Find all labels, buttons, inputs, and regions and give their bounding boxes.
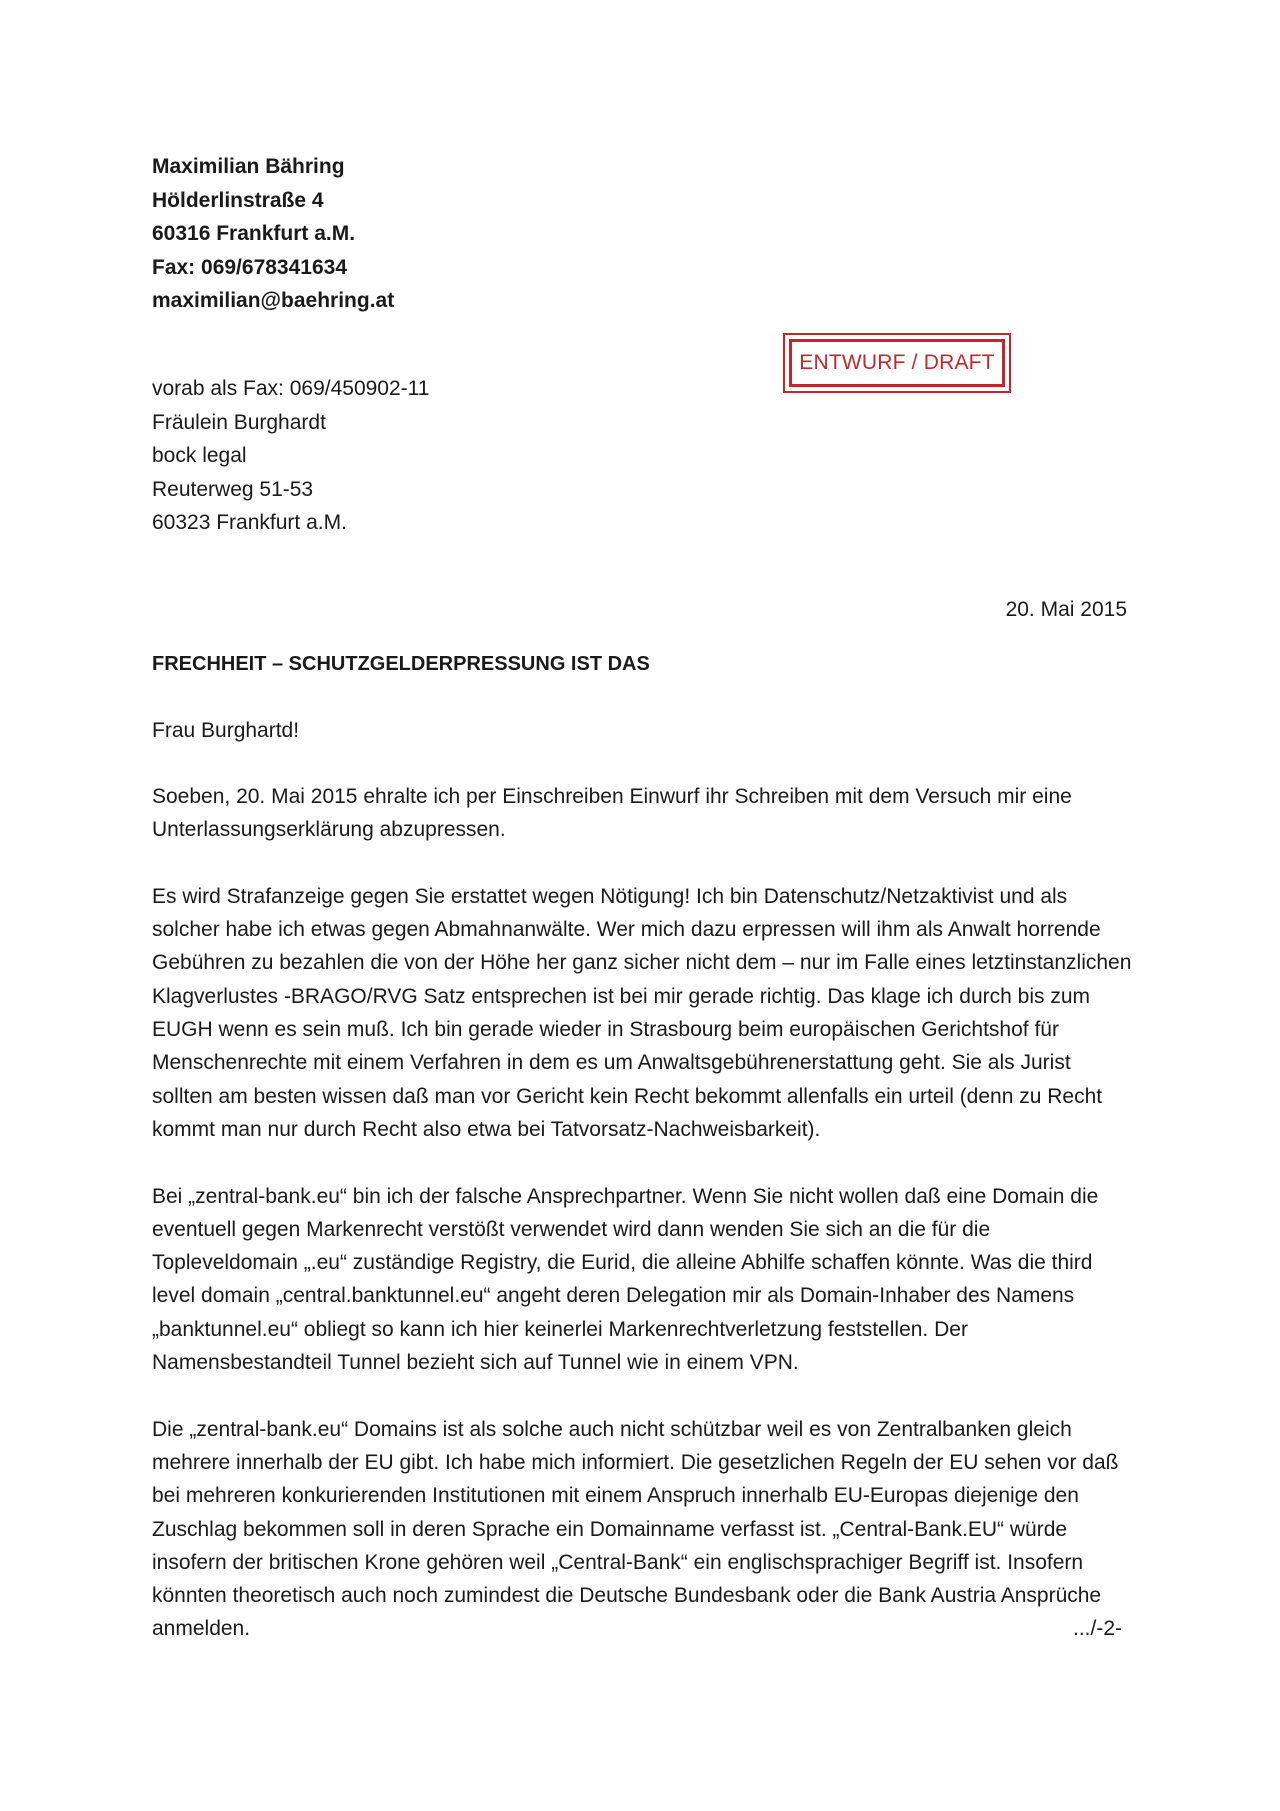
body-paragraph: Die „zentral-bank.eu“ Domains ist als solche auch nicht schützbar weil es von Zentralbanken gleich mehrere innerhalb der EU gibt. Ich habe mich informiert. Die gesetzlichen Regeln der EU sehen vor daß bei mehreren konkurierenden Institutionen mit einem Anspruch innerhalb EU-Europas diejenige den Zuschlag bekommen soll in deren Sprache ein Domainname verfasst ist. „Central-Bank.EU“ würde insofern der britischen Krone gehören weil „Central-Bank“ ein englischsprachiger Begriff ist. Insofern könnten theoretisch auch noch zumindest die Deutsche Bundesbank oder die Bank Austria Ansprüche anmelden.: [152, 1417, 1119, 1641]
recipient-fax-note: vorab als Fax: 069/450902-11: [152, 377, 430, 400]
letter-date: 20. Mai 2015: [1005, 598, 1127, 621]
letter-body: [152, 780, 1132, 1646]
recipient-name: Fräulein Burghardt: [152, 410, 326, 434]
body-paragraph: Es wird Strafanzeige gegen Sie erstattet wegen Nötigung! Ich bin Datenschutz/Netzaktivist und als solcher habe ich etwas gegen Abmahnanwälte. Wer mich dazu erpressen will ihm als Anwalt horrende Gebühren zu bezahlen die von der Höhe her ganz sicher nicht dem – nur im Falle eines letztinstanzlichen Klagverlustes -BRAGO/RVG Satz entsprechen ist bei mir gerade richtig. Das klage ich durch bis zum EUGH wenn es sein muß. Ich bin gerade wieder in Strasbourg beim europäischen Gerichtshof für Menschenrechte mit einem Verfahren in dem es um Anwaltsgebührenerstattung geht. Sie als Jurist sollten am besten wissen daß man vor Gericht kein Recht bekommt allenfalls ein urteil (denn zu Recht kommt man nur durch Recht also etwa bei Tatvorsatz-Nachweisbarkeit).: [152, 884, 1132, 1141]
sender-name: Maximilian Bähring: [152, 155, 345, 178]
sender-email: maximilian@baehring.at: [152, 289, 395, 312]
body-paragraph: Bei „zentral-bank.eu“ bin ich der falsche Ansprechpartner. Wenn Sie nicht wollen daß eine Domain die eventuell gegen Markenrecht verstößt verwendet wird dann wenden Sie sich an die für die Topleveldomain „.eu“ zuständige Registry, die Eurid, die alleine Abhilfe schaffen könnte. Was die third level domain „central.banktunnel.eu“ angeht deren Delegation mir als Domain-Inhaber des Namens „banktunnel.eu“ obliegt so kann ich hier keinerlei Markenrechtverletzung feststellen. Der Namensbestandteil Tunnel bezieht sich auf Tunnel wie in einem VPN.: [152, 1184, 1099, 1375]
letter-subject: FRECHHEIT – SCHUTZGELDERPRESSUNG IST DAS: [152, 653, 650, 675]
last-paragraph-wrapper: [152, 1413, 1132, 1646]
sender-city: 60316 Frankfurt a.M.: [152, 222, 356, 245]
recipient-company: bock legal: [152, 444, 247, 467]
recipient-block: [152, 372, 429, 540]
letter-salutation: Frau Burghartd!: [152, 719, 300, 742]
draft-stamp-label: ENTWURF / DRAFT: [789, 339, 1005, 387]
recipient-street: Reuterweg 51-53: [152, 477, 314, 501]
sender-block: [152, 150, 394, 318]
body-paragraph: Soeben, 20. Mai 2015 ehralte ich per Einschreiben Einwurf ihr Schreiben mit dem Versuch mir eine Unterlassungserklärung abzupressen.: [152, 785, 1072, 842]
sender-fax: Fax: 069/678341634: [152, 255, 347, 279]
page-continuation-marker: .../-2-: [1072, 1617, 1122, 1641]
draft-stamp: [783, 333, 1011, 393]
recipient-city: 60323 Frankfurt a.M.: [152, 511, 347, 534]
sender-street: Hölderlinstraße 4: [152, 188, 324, 212]
